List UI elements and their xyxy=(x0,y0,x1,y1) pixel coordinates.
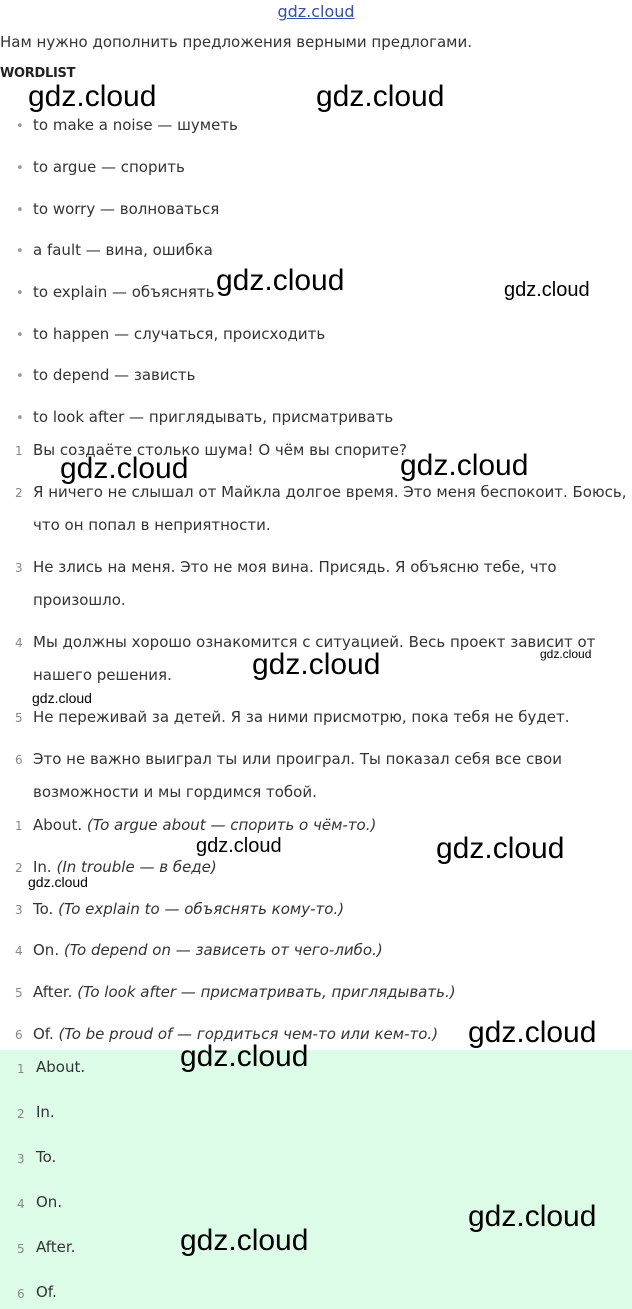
answer-word: On. xyxy=(33,941,60,959)
watermark: gdz.cloud xyxy=(32,690,92,706)
bullet-icon: • xyxy=(16,411,24,426)
answer-word: To. xyxy=(33,900,54,918)
item-number: 4 xyxy=(17,1197,25,1211)
item-number: 3 xyxy=(17,1152,25,1166)
item-number: 3 xyxy=(15,903,23,917)
watermark: gdz.cloud xyxy=(436,832,565,865)
translation-line: Я ничего не слышал от Майкла долгое время. Это меня беспокоит. Боюсь, xyxy=(33,483,627,501)
bullet-icon: • xyxy=(16,203,24,218)
bullet-icon: • xyxy=(16,369,24,384)
item-number: 3 xyxy=(15,561,23,575)
answer-word: About. xyxy=(33,816,83,834)
watermark: gdz.cloud xyxy=(28,80,157,113)
item-number: 2 xyxy=(17,1107,25,1121)
answer-line: About. xyxy=(36,1058,86,1076)
translation-line: что он попал в неприятности. xyxy=(33,516,271,534)
answer-box xyxy=(0,1050,632,1309)
translation-line: нашего решения. xyxy=(33,666,172,684)
answer-note: (To look after — присматривать, приглядывать.) xyxy=(77,983,456,1001)
translation-line: Не злись на меня. Это не моя вина. Присядь. Я объясню тебе, что xyxy=(33,558,557,576)
answer-word: In. xyxy=(33,858,52,876)
item-number: 1 xyxy=(15,819,23,833)
wordlist-item: • to look after — приглядывать, присматривать xyxy=(16,408,394,426)
watermark: gdz.cloud xyxy=(28,874,88,890)
item-number: 2 xyxy=(15,861,23,875)
answer-note: (To explain to — объяснять кому-то.) xyxy=(58,900,345,918)
wordlist-item: • to depend — зависть xyxy=(16,366,196,384)
item-number: 5 xyxy=(15,986,23,1000)
watermark: gdz.cloud xyxy=(252,648,381,681)
wordlist-item: • to make a noise — шуметь xyxy=(16,116,238,134)
watermark: gdz.cloud xyxy=(60,452,189,485)
top-watermark[interactable]: gdz.cloud xyxy=(277,2,355,21)
wordlist-item: • to worry — волноваться xyxy=(16,200,220,218)
watermark: gdz.cloud xyxy=(316,80,445,113)
translation-line: Не переживай за детей. Я за ними присмотрю, пока тебя не будет. xyxy=(33,708,570,726)
answer-line: In. xyxy=(36,1103,55,1121)
bullet-icon: • xyxy=(16,328,24,343)
answer-line: Of. xyxy=(36,1283,57,1301)
translation-line: возможности и мы гордимся тобой. xyxy=(33,783,317,801)
translation-line: Это не важно выиграл ты или проиграл. Ты показал себя все свои xyxy=(33,750,562,768)
item-number: 4 xyxy=(15,944,23,958)
watermark: gdz.cloud xyxy=(196,835,282,857)
explanation-line xyxy=(33,816,376,834)
watermark: gdz.cloud xyxy=(216,264,345,297)
watermark: gdz.cloud xyxy=(180,1224,309,1257)
wordlist-item: • to happen — случаться, происходить xyxy=(16,325,326,343)
watermark: gdz.cloud xyxy=(504,279,590,301)
watermark: gdz.cloud xyxy=(180,1040,309,1073)
answer-note: (In trouble — в беде) xyxy=(56,858,217,876)
answer-line: To. xyxy=(36,1148,57,1166)
watermark: gdz.cloud xyxy=(468,1200,597,1233)
bullet-icon: • xyxy=(16,286,24,301)
explanation-line xyxy=(33,983,456,1001)
bullet-icon: • xyxy=(16,244,24,259)
item-number: 1 xyxy=(17,1062,25,1076)
wordlist-item: • a fault — вина, ошибка xyxy=(16,241,213,259)
item-number: 6 xyxy=(15,1028,23,1042)
item-number: 6 xyxy=(17,1287,25,1301)
wordlist-title: WORDLIST xyxy=(0,66,76,81)
translation-line: Вы создаёте столько шума! О чём вы спорите? xyxy=(33,441,407,459)
intro-text: Нам нужно дополнить предложения верными предлогами. xyxy=(0,33,472,51)
translation-line: произошло. xyxy=(33,591,126,609)
explanation-line xyxy=(33,941,383,959)
item-number: 5 xyxy=(17,1242,25,1256)
answer-note: (To depend on — зависеть от чего-либо.) xyxy=(63,941,383,959)
item-number: 6 xyxy=(15,753,23,767)
answer-word: Of. xyxy=(33,1025,54,1043)
explanation-line xyxy=(33,900,344,918)
item-number: 5 xyxy=(15,711,23,725)
answer-line: On. xyxy=(36,1193,63,1211)
item-number: 2 xyxy=(15,486,23,500)
watermark: gdz.cloud xyxy=(540,647,592,661)
watermark: gdz.cloud xyxy=(468,1016,597,1049)
answer-word: After. xyxy=(33,983,73,1001)
wordlist-item: • to explain — объяснять xyxy=(16,283,215,301)
item-number: 1 xyxy=(15,444,23,458)
bullet-icon: • xyxy=(16,119,24,134)
wordlist-item: • to argue — спорить xyxy=(16,158,185,176)
answer-note: (To be proud of — гордиться чем-то или кем-то.) xyxy=(58,1025,439,1043)
answer-note: (To argue about — спорить о чём-то.) xyxy=(86,816,377,834)
translation-line: Мы должны хорошо ознакомится с ситуацией. Весь проект зависит от xyxy=(33,633,596,651)
item-number: 4 xyxy=(15,636,23,650)
bullet-icon: • xyxy=(16,161,24,176)
watermark: gdz.cloud xyxy=(400,449,529,482)
answer-line: After. xyxy=(36,1238,76,1256)
